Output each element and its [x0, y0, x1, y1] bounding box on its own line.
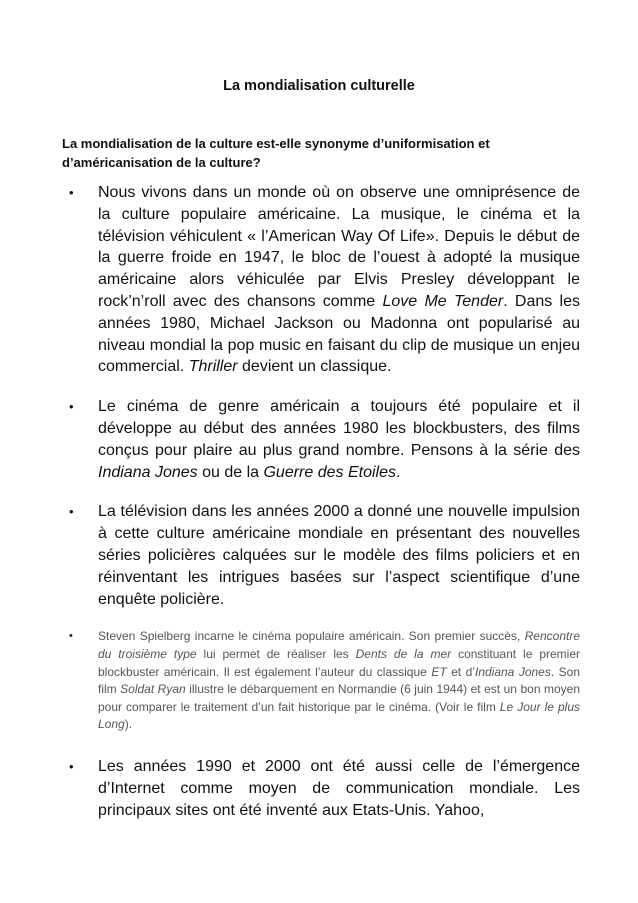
bullet-icon: • — [69, 630, 73, 643]
paragraph-internet — [62, 756, 580, 821]
paragraph-text: Le cinéma de genre américain a toujours été populaire et il développe au début des années 1980 les blockbusters, des films conçus pour plaire au plus grand nombre. Pensons à la série des Indiana Jones ou de la Guerre des Etoiles. — [98, 398, 580, 481]
bullet-icon: • — [69, 504, 74, 520]
document-question: La mondialisation de la culture est-elle synonyme d’uniformisation et d’américanisation de la culture? — [62, 136, 490, 170]
paragraph-cinema — [62, 396, 580, 483]
paragraph-spielberg — [62, 628, 580, 734]
paragraph-text: Steven Spielberg incarne le cinéma populaire américain. Son premier succès, Rencontre du troisième type lui permet de réaliser les Dents de la mer constituant le premier blockbuster américain. Il est également l’auteur du classique ET et d’Indiana Jones. Son film Soldat Ryan illustre le débarquement en Normandie (6 juin 1944) et est un bon moyen pour comparer le traitement d’un fait historique par le cinéma. (Voir le film Le Jour le plus Long). — [98, 629, 581, 732]
paragraph-text: Nous vivons dans un monde où on observe une omniprésence de la culture populaire américaine. La musique, le cinéma et la télévision véhiculent « l’American Way Of Life». Depuis le début de la guerre froide en 1947, le bloc de l’ouest à adopté la musique américaine alors véhiculée par Elvis Presley développant le rock’n’roll avec des chansons comme Love Me Tender. Dans les années 1980, Michael Jackson ou Madonna ont popularisé au niveau mondial la pop music en faisant du clip de musique un enjeu commercial. Thriller devient un classique. — [98, 184, 581, 376]
bullet-icon: • — [69, 399, 74, 415]
paragraph-text: La télévision dans les années 2000 a donné une nouvelle impulsion à cette culture américaine mondiale en présentant des nouvelles séries policières calquées sur le modèle des films policiers et en réinventant les intrigues basées sur l’aspect scientifique d’une enquête policière. — [98, 503, 580, 608]
bullet-icon: • — [69, 185, 74, 200]
bullet-list — [62, 182, 580, 821]
paragraph-text: Les années 1990 et 2000 ont été aussi celle de l’émergence d’Internet comme moyen de communication mondiale. Les principaux sites ont été inventé aux Etats-Unis. Yahoo, — [98, 757, 580, 819]
document-title: La mondialisation culturelle — [223, 78, 415, 94]
paragraph-television — [62, 501, 580, 610]
bullet-icon: • — [69, 758, 74, 774]
paragraph-music — [62, 182, 580, 378]
